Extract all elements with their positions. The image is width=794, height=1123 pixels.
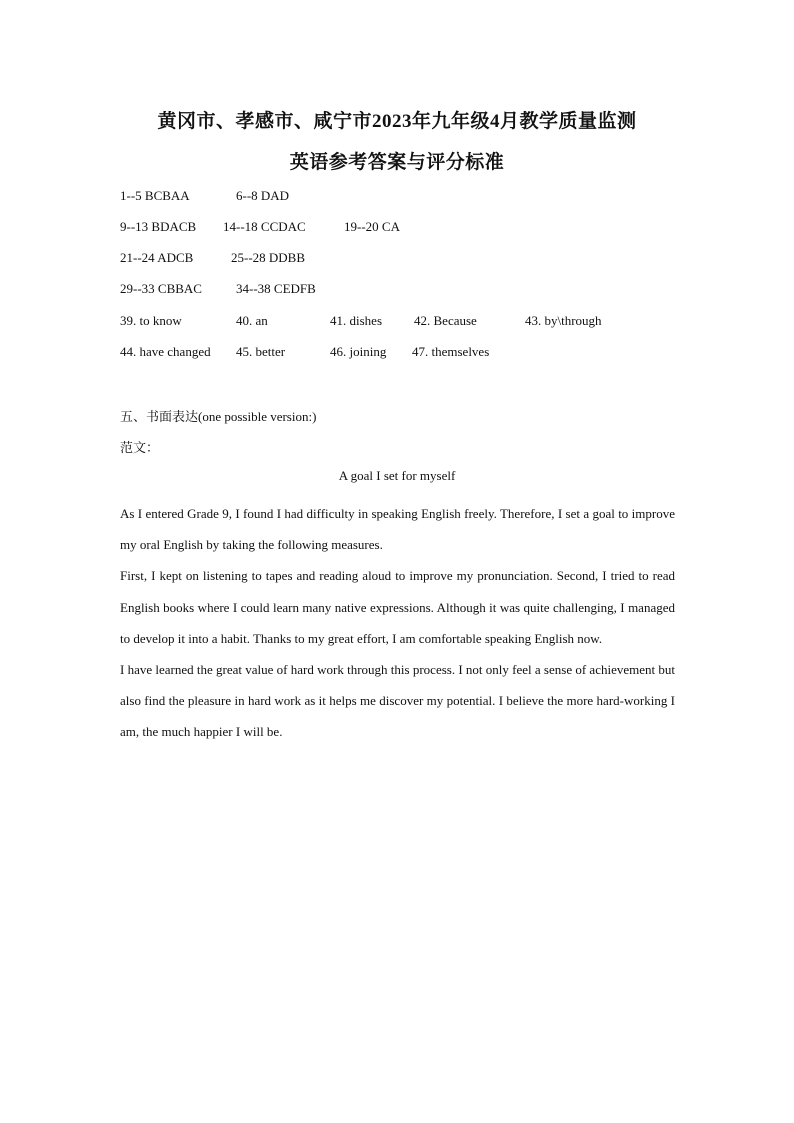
essay-title: A goal I set for myself xyxy=(338,468,456,483)
writing-section-heading: 五、书面表达(one possible version:) xyxy=(120,409,317,424)
answer-group: 19--20 CA xyxy=(344,219,400,234)
answer-item: 40. an xyxy=(236,313,268,328)
answer-item: 42. Because xyxy=(414,313,477,328)
essay-paragraph: As I entered Grade 9, I found I had difficulty in speaking English freely. Therefore, I set a goal to improve my oral English by taking the following measures. xyxy=(120,506,675,553)
answer-item: 44. have changed xyxy=(120,344,211,359)
answer-item: 45. better xyxy=(236,344,286,359)
answer-item: 43. by\through xyxy=(525,313,602,328)
answer-item: 47. themselves xyxy=(412,344,490,359)
answer-group: 25--28 DDBB xyxy=(231,250,306,265)
answer-item: 41. dishes xyxy=(330,313,382,328)
sample-label: 范文： xyxy=(120,440,160,455)
answer-item: 39. to know xyxy=(120,313,182,328)
document-subtitle: 英语参考答案与评分标准 xyxy=(289,152,505,173)
answer-group: 14--18 CCDAC xyxy=(223,219,306,234)
answer-group: 1--5 BCBAA xyxy=(120,188,190,203)
answer-group: 34--38 CEDFB xyxy=(236,281,316,296)
essay-paragraph: I have learned the great value of hard work through this process. I not only feel a sense of achievement but also find the pleasure in hard work as it helps me discover my potential. I believe the more hard-working I am, the much happier I will be. xyxy=(120,662,675,740)
answer-group: 21--24 ADCB xyxy=(120,250,194,265)
essay-body xyxy=(120,498,675,748)
answer-group: 9--13 BDACB xyxy=(120,219,197,234)
essay-paragraph: First, I kept on listening to tapes and reading aloud to improve my pronunciation. Second, I tried to read English books where I could learn many native expressions. Although it was quite challenging, I managed to develop it into a habit. Thanks to my great effort, I am comfortable speaking English now. xyxy=(120,568,675,646)
document-title: 黄冈市、孝感市、咸宁市2023年九年级4月教学质量监测 xyxy=(157,111,637,132)
answer-group: 6--8 DAD xyxy=(236,188,290,203)
answer-item: 46. joining xyxy=(330,344,387,359)
answer-group: 29--33 CBBAC xyxy=(120,281,202,296)
